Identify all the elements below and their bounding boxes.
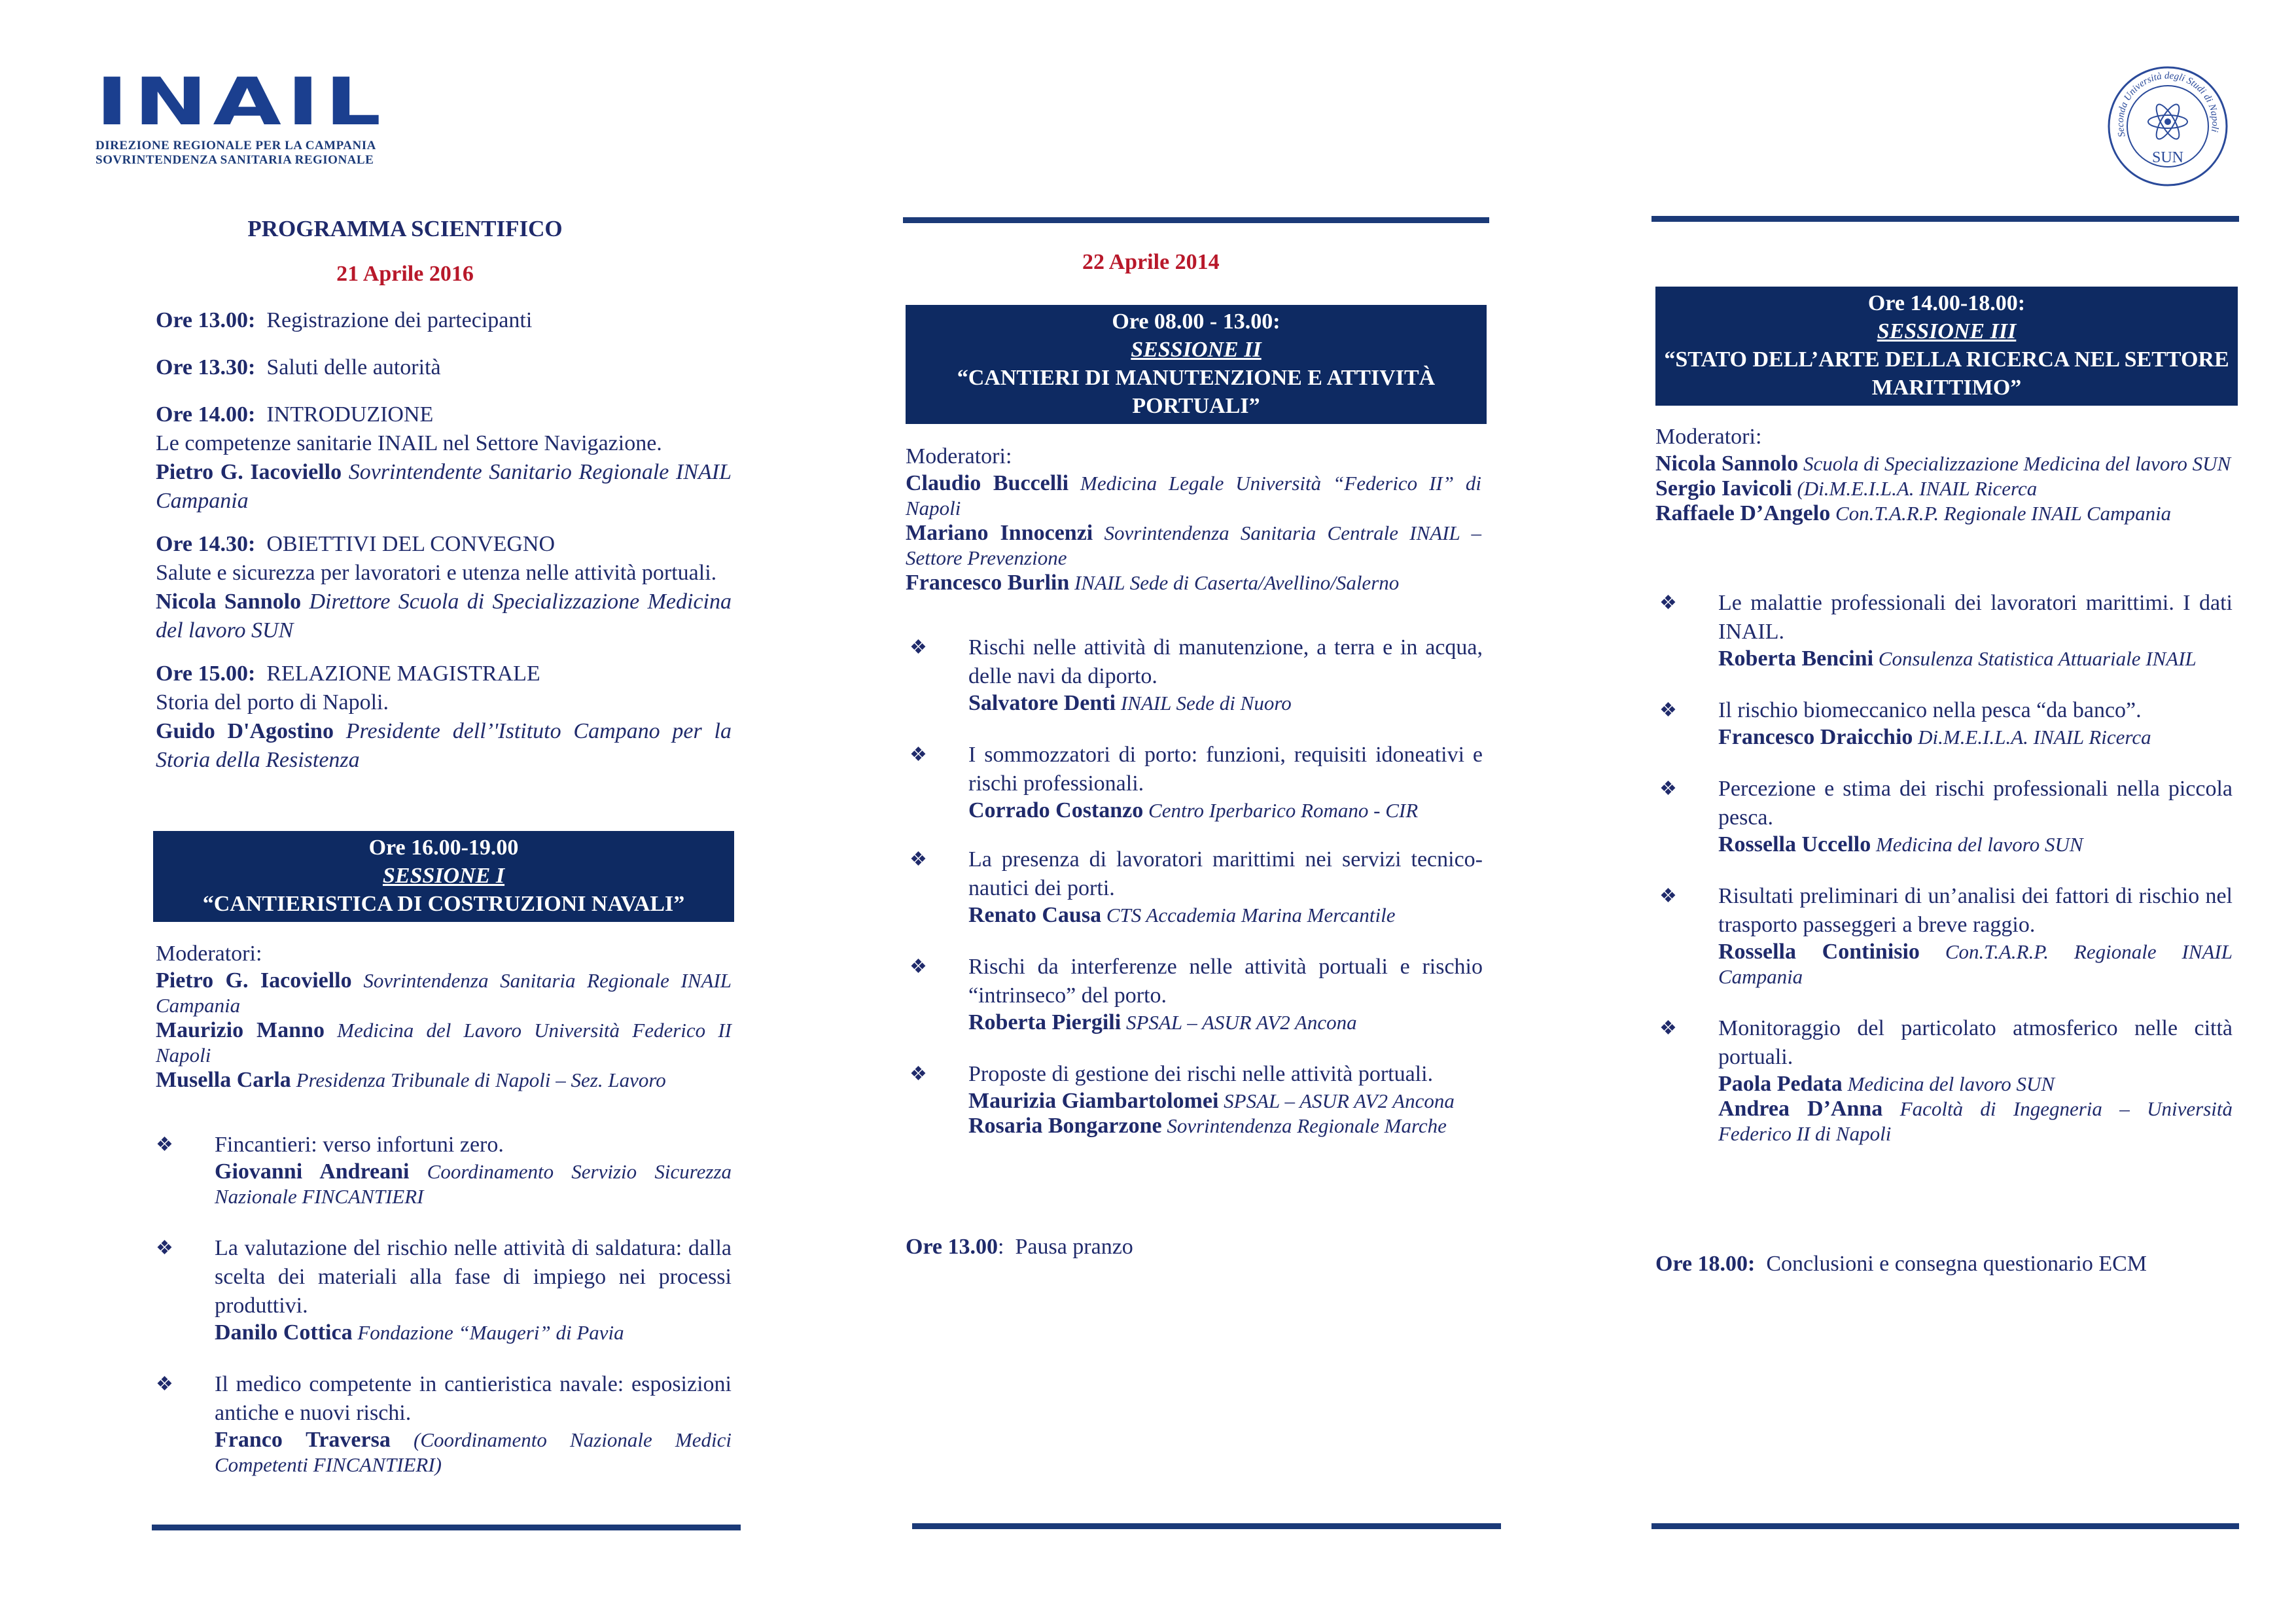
talk-item: ❖ Percezione e stima dei rischi professionali nella piccola pesca. Rossella Uccello Medicina del lavoro SUN (1659, 775, 2233, 857)
diamond-bullet-icon: ❖ (910, 744, 927, 766)
inail-subtitle-line1: DIREZIONE REGIONALE PER LA CAMPANIA (96, 139, 376, 152)
moderators-label: Moderatori: (906, 444, 1012, 468)
moderator-item: Sergio Iavicoli (Di.M.E.I.L.A. INAIL Ricerca (1655, 476, 2038, 501)
rule-top-col2 (903, 217, 1489, 223)
inail-subtitle-line2: SOVRINTENDENZA SANITARIA REGIONALE (96, 153, 374, 167)
diamond-bullet-icon: ❖ (910, 637, 927, 658)
talk-item: ❖ Risultati preliminari di un’analisi dei fattori di rischio nel trasporto passeggeri a breve raggio. Rossella Continisio Con.T.A.R.P. Regionale INAIL Campania (1659, 882, 2233, 989)
diamond-bullet-icon: ❖ (910, 849, 927, 870)
diamond-bullet-icon: ❖ (1659, 885, 1677, 907)
program-title: PROGRAMMA SCIENTIFICO (247, 216, 563, 241)
seal-ring-text: Seconda Università degli Studi di Napoli (2115, 70, 2221, 139)
session-3-banner: Ore 14.00-18.00: SESSIONE III “STATO DELL’ARTE DELLA RICERCA NEL SETTORE MARITTIMO” (1655, 287, 2238, 406)
sun-university-seal (2106, 64, 2230, 188)
moderator-item: Francesco Burlin INAIL Sede di Caserta/Avellino/Salerno (906, 571, 1400, 595)
date-day2: 22 Aprile 2014 (1082, 250, 1220, 274)
inail-logo (96, 63, 387, 140)
talk-item: ❖ Il medico competente in cantieristica navale: esposizioni antiche e nuovi rischi. Franco Traversa (Coordinamento Nazionale Medici Competenti FINCANTIERI) (156, 1370, 732, 1477)
moderator-item: Mariano Innocenzi Sovrintendenza Sanitaria Centrale INAIL – Settore Prevenzione (906, 521, 1482, 569)
diamond-bullet-icon: ❖ (156, 1237, 173, 1259)
rule-bottom-col2 (912, 1523, 1501, 1529)
talk-item: ❖ Il rischio biomeccanico nella pesca “da banco”. Francesco Draicchio Di.M.E.I.L.A. INAIL Ricerca (1659, 696, 2233, 750)
talk-item: ❖ Le malattie professionali dei lavoratori marittimi. I dati INAIL. Roberta Bencini Consulenza Statistica Attuariale INAIL (1659, 589, 2233, 671)
date-day1: 21 Aprile 2016 (336, 262, 474, 286)
diamond-bullet-icon: ❖ (1659, 778, 1677, 800)
moderators-label: Moderatori: (156, 942, 262, 966)
talk-item: ❖ La valutazione del rischio nelle attività di saldatura: dalla scelta dei materiali alla fase di impiego nei processi produttivi. Danilo Cottica Fondazione “Maugeri” di Pavia (156, 1234, 732, 1345)
diamond-bullet-icon: ❖ (910, 956, 927, 978)
talk-item: ❖ Rischi nelle attività di manutenzione, a terra e in acqua, delle navi da diporto. Salvatore Denti INAIL Sede di Nuoro (910, 633, 1483, 716)
diamond-bullet-icon: ❖ (156, 1373, 173, 1395)
entry-1500: Ore 15.00: RELAZIONE MAGISTRALE Storia del porto di Napoli. Guido D'Agostino Presidente dell’'Istituto Campano per la Storia della Resistenza (156, 662, 732, 772)
moderator-item: Pietro G. Iacoviello Sovrintendenza Sanitaria Regionale INAIL Campania (156, 968, 732, 1017)
moderator-item: Nicola Sannolo Scuola di Specializzazione Medicina del lavoro SUN (1655, 451, 2231, 476)
session-1-moderators (156, 940, 732, 1093)
lunch-break: Ore 13.00: Pausa pranzo (906, 1235, 1133, 1259)
talk-item: ❖ I sommozzatori di porto: funzioni, requisiti idoneativi e rischi professionali. Corrado Costanzo Centro Iperbarico Romano - CIR (910, 741, 1483, 823)
session-3-moderators (1655, 423, 2231, 526)
moderators-label: Moderatori: (1655, 425, 1762, 449)
closing-remarks: Ore 18.00: Conclusioni e consegna questionario ECM (1655, 1252, 2147, 1276)
rule-bottom-col1 (152, 1525, 741, 1530)
talk-item: ❖ Proposte di gestione dei rischi nelle attività portuali. Maurizia Giambartolomei SPSAL – ASUR AV2 Ancona Rosaria Bongarzone Sovrintendenza Regionale Marche (910, 1060, 1483, 1139)
session-3-talks (1659, 589, 2233, 1146)
inail-logo-text: INAIL (96, 63, 387, 140)
diamond-bullet-icon: ❖ (1659, 699, 1677, 721)
diamond-bullet-icon: ❖ (910, 1063, 927, 1085)
atom-icon (2148, 101, 2187, 142)
diamond-bullet-icon: ❖ (1659, 1017, 1677, 1039)
entry-1330: Ore 13.30: Saluti delle autorità (156, 355, 441, 380)
rule-bottom-col3 (1651, 1523, 2239, 1529)
day1-schedule (156, 306, 732, 775)
talk-item: ❖ La presenza di lavoratori marittimi nei servizi tecnico-nautici dei porti. Renato Causa CTS Accademia Marina Mercantile (910, 845, 1483, 928)
moderator-item: Maurizio Manno Medicina del Lavoro Università Federico II Napoli (156, 1018, 732, 1067)
session-2-talks (910, 633, 1483, 1139)
session-1-talks (156, 1131, 732, 1477)
entry-1430: Ore 14.30: OBIETTIVI DEL CONVEGNO Salute e sicurezza per lavoratori e utenza nelle attività portuali. Nicola Sannolo Direttore Scuola di Specializzazione Medicina del lavoro SUN (156, 532, 732, 643)
session-2-banner: Ore 08.00 - 13.00: SESSIONE II “CANTIERI DI MANUTENZIONE E ATTIVITÀ PORTUALI” (906, 305, 1487, 424)
seal-abbrev: SUN (2151, 149, 2184, 166)
session-1-banner: Ore 16.00-19.00 SESSIONE I “CANTIERISTICA DI COSTRUZIONI NAVALI” (153, 831, 734, 922)
moderator-item: Raffaele D’Angelo Con.T.A.R.P. Regionale INAIL Campania (1655, 501, 2172, 525)
diamond-bullet-icon: ❖ (156, 1134, 173, 1156)
session-2-moderators (906, 442, 1481, 595)
moderator-item: Musella Carla Presidenza Tribunale di Napoli – Sez. Lavoro (156, 1068, 666, 1092)
rule-top-col3 (1651, 216, 2239, 222)
entry-1400: Ore 14.00: INTRODUZIONE Le competenze sanitarie INAIL nel Settore Navigazione. Pietro G. Iacoviello Sovrintendente Sanitario Regionale INAIL Campania (156, 402, 732, 513)
diamond-bullet-icon: ❖ (1659, 592, 1677, 614)
entry-1300: Ore 13.00: Registrazione dei partecipanti (156, 308, 533, 332)
talk-item: ❖ Rischi da interferenze nelle attività portuali e rischio “intrinseco” del porto. Roberta Piergili SPSAL – ASUR AV2 Ancona (910, 953, 1483, 1035)
talk-item: ❖ Fincantieri: verso infortuni zero. Giovanni Andreani Coordinamento Servizio Sicurezza Nazionale FINCANTIERI (156, 1131, 732, 1209)
inail-subtitle (96, 139, 376, 168)
moderator-item: Claudio Buccelli Medicina Legale Università “Federico II” di Napoli (906, 471, 1481, 520)
talk-item: ❖ Monitoraggio del particolato atmosferico nelle città portuali. Paola Pedata Medicina del lavoro SUN Andrea D’Anna Facoltà di Ingegneria – Università Federico II di Napoli (1659, 1014, 2233, 1146)
